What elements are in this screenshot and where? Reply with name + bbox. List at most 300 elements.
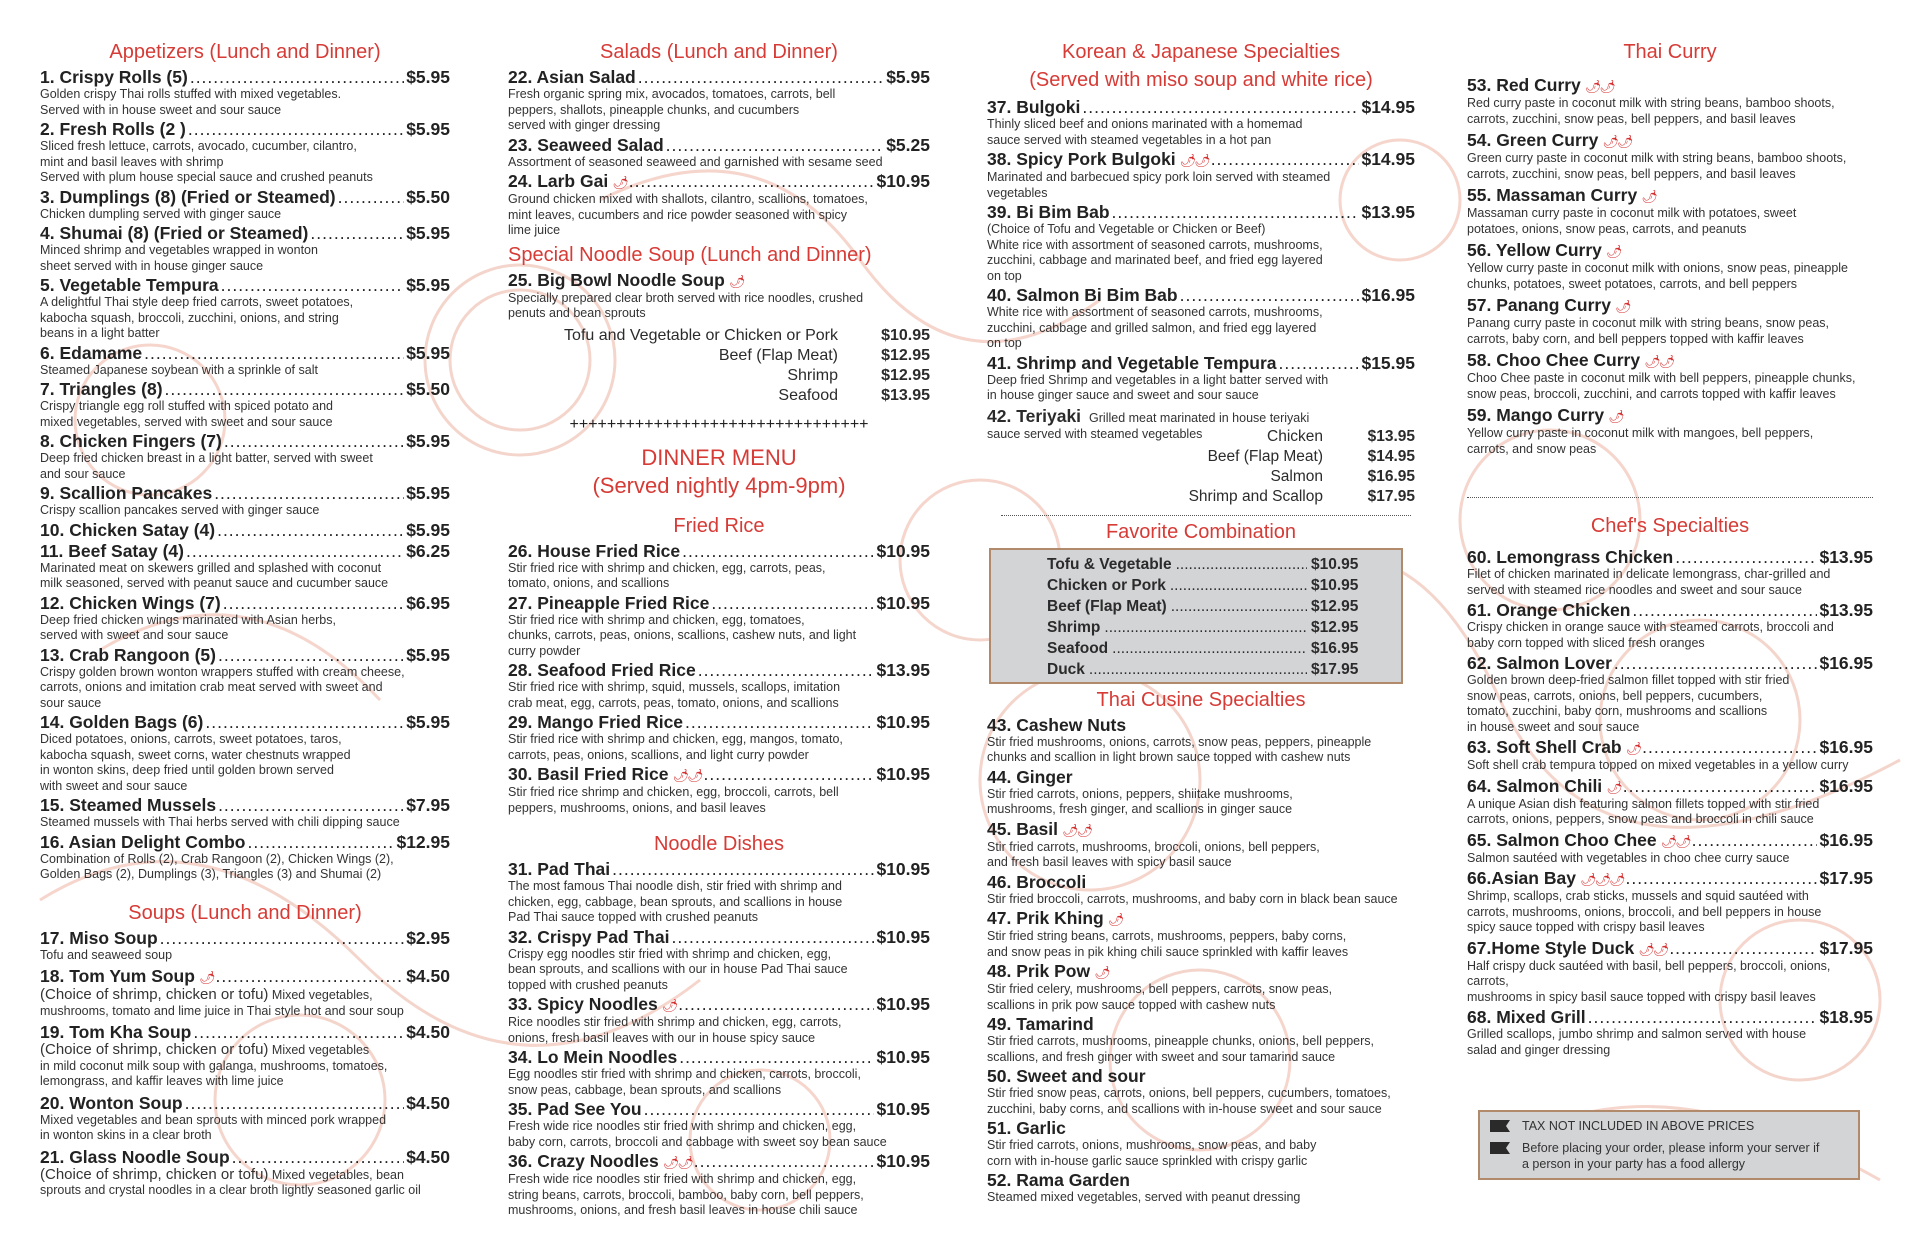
menu-item	[1467, 351, 1873, 402]
item-name: 61. Orange Chicken	[1467, 600, 1631, 620]
description-line: mixed vegetables, served with sweet and sour sauce	[40, 414, 333, 429]
price-option	[508, 346, 930, 366]
thai-curry-title: Thai Curry	[1623, 41, 1717, 63]
item-name: 40. Salmon Bi Bim Bab	[987, 285, 1178, 305]
description-line: Golden Bags (2), Dumplings (3), Triangles (3) and Shumai (2)	[40, 867, 382, 881]
korean-japanese-title: Korean & Japanese Specialties	[1062, 41, 1340, 63]
description-line: carrots, onions and imitation crab meat served with sweet and	[40, 680, 383, 694]
item-description	[987, 222, 1415, 284]
leader-dots	[185, 1094, 405, 1113]
item-header	[40, 276, 450, 295]
item-price: $13.95	[1819, 547, 1873, 567]
description-line: mint leaves, cucumbers and rice powder seasoned with spicy	[508, 207, 848, 222]
leader-dots	[1176, 554, 1307, 575]
leader-dots	[217, 521, 404, 540]
menu-item	[1467, 131, 1873, 182]
item-price: $10.95	[876, 592, 930, 613]
leader-dots	[218, 646, 404, 665]
item-header	[1467, 131, 1873, 151]
item-choice: (Choice of shrimp, chicken or tofu)	[40, 1041, 269, 1058]
item-header	[508, 1100, 930, 1119]
leader-dots	[186, 542, 404, 561]
item-description: Grilled meat marinated in house teriyaki	[1089, 410, 1310, 425]
description-line: served with steamed rice noodles and sweet and sour sauce	[1467, 582, 1802, 597]
item-header	[508, 1152, 930, 1172]
item-name: 19. Tom Kha Soup	[40, 1022, 192, 1042]
description-line: Stir fried string beans, carrots, mushrooms, peppers, baby corns,	[987, 929, 1347, 943]
description-line: Stir fried rice with shrimp and chicken, egg, tomatoes,	[508, 612, 805, 627]
description-line: string beans, carrots, broccoli, bamboo, baby corn, bell peppers,	[508, 1187, 864, 1202]
item-header	[508, 136, 930, 155]
combination-label: Duck	[1047, 660, 1085, 678]
combination-row	[1047, 638, 1391, 659]
item-header	[40, 833, 450, 852]
item-price: $5.95	[406, 275, 450, 295]
item-name: 5. Vegetable Tempura	[40, 275, 219, 295]
description-line: tomato, zucchini, baby corn, mushrooms and scallions	[1467, 704, 1768, 718]
description-line: Choo Chee paste in coconut milk with bell peppers, pineapple chunks,	[1467, 371, 1856, 385]
item-price: $17.95	[1819, 868, 1873, 888]
chili-icon: 🌶🌶	[1660, 833, 1690, 849]
leader-dots	[704, 765, 875, 784]
chefs-specialties-list	[1467, 548, 1873, 1058]
item-header	[40, 594, 450, 613]
description-line: Stir fried snow peas, carrots, onions, bell peppers, cucumbers, tomatoes,	[987, 1086, 1391, 1100]
menu-item	[40, 929, 450, 964]
item-description	[508, 1015, 930, 1046]
combination-row	[1047, 575, 1391, 596]
description-line: Crispy chicken in orange sauce with steamed carrots, broccoli and	[1467, 620, 1834, 634]
leader-dots	[685, 713, 874, 732]
item-name: 66.Asian Bay	[1467, 868, 1576, 888]
item-name: 59. Mango Curry	[1467, 405, 1605, 425]
description-line: snow peas, broccoli, zucchini, and carrots topped with kaffir leaves	[1467, 386, 1836, 401]
leader-dots	[612, 860, 874, 879]
leader-dots	[638, 68, 884, 87]
leader-dots	[671, 928, 874, 947]
item-description	[987, 735, 1415, 766]
item-description	[1467, 797, 1873, 828]
item-choice: (Choice of shrimp, chicken or tofu)	[40, 1165, 269, 1183]
item-name: 6. Edamame	[40, 342, 143, 363]
menu-item	[40, 594, 450, 644]
item-header	[40, 344, 450, 363]
teriyaki-options	[987, 427, 1415, 507]
noodle-soup-title: Special Noodle Soup (Lunch and Dinner)	[508, 243, 872, 266]
description-line: Crispy scallion pancakes served with ginger sauce	[40, 503, 320, 517]
item-header	[40, 1148, 450, 1167]
item-price: $10.95	[876, 1151, 930, 1171]
item-header	[40, 521, 450, 540]
menu-item	[987, 98, 1415, 148]
item-price: $5.95	[406, 519, 450, 540]
item-description	[987, 170, 1415, 201]
divider	[1001, 515, 1411, 516]
leader-dots	[1211, 150, 1360, 169]
menu-item	[987, 286, 1415, 352]
item-price: $17.95	[1819, 937, 1873, 958]
item-name: 28. Seafood Fried Rice	[508, 660, 696, 680]
item-price: $10.95	[876, 859, 930, 879]
item-name: 51. Garlic	[987, 1118, 1066, 1138]
option-price: $12.95	[881, 366, 930, 384]
item-price: $5.95	[406, 223, 450, 243]
description-line: with sweet and sour sauce	[40, 778, 188, 793]
item-name: 7. Triangles (8)	[40, 379, 163, 399]
description-line: baby corn topped with sliced fresh oranges	[1467, 635, 1705, 650]
option-price: $17.95	[1367, 487, 1415, 505]
menu-item	[987, 873, 1415, 908]
menu-item	[508, 765, 930, 816]
menu-item	[987, 354, 1415, 404]
menu-item	[40, 521, 450, 540]
item-price: $16.95	[1819, 737, 1873, 757]
item-header	[508, 68, 930, 87]
leader-dots	[629, 172, 875, 191]
description-line: Crispy golden brown wonton wrappers stuffed with cream cheese,	[40, 664, 405, 679]
combination-price: $10.95	[1311, 576, 1359, 594]
description-line: Half crispy duck sautéed with basil, bell peppers, broccoli, onions, carrots,	[1467, 958, 1831, 988]
item-name: 64. Salmon Chili	[1467, 775, 1603, 796]
leader-dots	[221, 276, 405, 295]
chefs-specialties-title: Chef's Specialties	[1590, 515, 1750, 537]
item-name: 55. Massaman Curry	[1467, 185, 1638, 205]
item-header	[508, 661, 930, 680]
combination-row	[1047, 617, 1391, 638]
item-name: 30. Basil Fried Rice	[508, 764, 669, 784]
menu-item	[40, 380, 450, 430]
item-header	[40, 929, 450, 948]
leader-dots	[1112, 203, 1360, 222]
leader-dots	[1588, 1008, 1818, 1027]
chili-icon: 🌶	[1605, 244, 1621, 259]
combination-label: Chicken or Pork	[1047, 576, 1166, 594]
option-label: Seafood	[778, 386, 838, 404]
description-line: mushrooms, fresh ginger, and scallions in ginger sauce	[987, 802, 1293, 816]
chili-icon: 🌶🌶	[672, 768, 702, 783]
item-price: $13.95	[1361, 202, 1415, 222]
item-header	[40, 68, 450, 87]
price-option	[987, 447, 1415, 467]
item-description	[987, 117, 1415, 148]
item-header	[40, 542, 450, 561]
column-3	[987, 40, 1415, 1208]
menu-item	[40, 1023, 450, 1090]
item-price: $5.25	[886, 134, 930, 155]
leader-dots	[698, 661, 875, 680]
description-line: in mild coconut milk soup with galanga, mushrooms, tomatoes,	[40, 1058, 388, 1073]
description-line: on top	[987, 268, 1022, 283]
item-description: Specially prepared clear broth served with rice noodles, crushed penuts and bean sprouts	[508, 290, 864, 320]
item-name: 15. Steamed Mussels	[40, 795, 217, 815]
item-name: 48. Prik Pow	[987, 961, 1091, 981]
item-description	[40, 243, 450, 274]
item-name: 3. Dumplings (8) (Fried or Steamed)	[40, 186, 336, 207]
description-line: Diced potatoes, onions, carrots, sweet potatoes, taros,	[40, 732, 342, 746]
menu-item	[1467, 831, 1873, 867]
chili-icon: 🌶	[1608, 409, 1623, 424]
option-label: Tofu and Vegetable or Chicken or Pork	[564, 326, 838, 344]
description-line: in house ginger sauce and sweet and sour sauce	[987, 388, 1259, 402]
description-line: in wonton skins in a clear broth	[40, 1128, 212, 1142]
item-name: 42. Teriyaki	[987, 405, 1082, 426]
menu-item	[1467, 186, 1873, 237]
item-header	[1467, 831, 1873, 851]
item-header	[508, 713, 930, 732]
description-line: peppers, shallots, pineapple chunks, and cucumbers	[508, 102, 800, 117]
menu-item	[40, 224, 450, 274]
column-2	[508, 40, 930, 1221]
item-description	[508, 879, 930, 926]
leader-dots	[1623, 777, 1818, 796]
combination-row	[1047, 554, 1391, 575]
item-header	[1467, 351, 1873, 371]
item-name: 11. Beef Satay (4)	[40, 540, 184, 561]
leader-dots	[193, 1023, 404, 1042]
chili-icon: 🌶🌶	[1602, 134, 1632, 149]
item-header	[1467, 601, 1873, 620]
item-description	[508, 1067, 930, 1098]
leader-dots	[338, 188, 405, 207]
salads-title: Salads (Lunch and Dinner)	[600, 41, 838, 63]
item-name: 24. Larb Gai	[508, 171, 609, 191]
menu-item	[987, 909, 1415, 960]
dinner-menu-title: DINNER MENU	[641, 444, 797, 470]
description-line: Deep fried chicken wings marinated with Asian herbs,	[40, 612, 336, 627]
menu-item	[987, 1067, 1415, 1117]
menu-item	[40, 484, 450, 519]
item-header	[987, 909, 1415, 929]
item-description	[987, 840, 1415, 871]
leader-dots	[232, 1148, 405, 1167]
chili-icon: 🌶	[1606, 779, 1621, 795]
item-name: 39. Bi Bim Bab	[987, 202, 1110, 222]
item-price: $14.95	[1361, 97, 1415, 117]
item-description	[40, 1167, 450, 1199]
item-name: 13. Crab Rangoon (5)	[40, 644, 216, 665]
option-label: Chicken	[1267, 427, 1323, 445]
leader-dots	[160, 929, 405, 948]
chili-icon: 🌶🌶	[1644, 354, 1674, 369]
description-line: sour sauce	[40, 695, 102, 710]
description-line: chunks and scallion in light brown sauce topped with cashew nuts	[987, 750, 1351, 764]
menu-item	[987, 1171, 1415, 1206]
combination-price: $16.95	[1311, 639, 1359, 657]
tax-notice: TAX NOT INCLUDED IN ABOVE PRICES	[1490, 1118, 1848, 1134]
item-description	[1467, 1027, 1873, 1058]
price-option	[987, 487, 1415, 507]
description-line: sauce served with steamed vegetables in a hot pan	[987, 132, 1272, 147]
fried-rice-title: Fried Rice	[673, 514, 765, 537]
leader-dots	[205, 713, 404, 732]
leader-dots	[1112, 638, 1307, 659]
menu-item	[1467, 777, 1873, 828]
description-line: chunks, carrots, peas, onions, scallions, cashew nuts, and light	[508, 628, 857, 642]
leader-dots	[310, 224, 404, 243]
menu-item	[508, 928, 930, 994]
item-price: $5.95	[406, 712, 450, 732]
option-price: $13.95	[881, 386, 930, 404]
description-line: Marinated and barbecued spicy pork loin served with steamed	[987, 170, 1331, 184]
option-group	[1267, 427, 1415, 447]
item-description	[40, 399, 450, 430]
description-line: Deep fried chicken breast in a light batter, served with sweet	[40, 451, 373, 465]
item-price: $16.95	[1819, 829, 1873, 850]
menu-item	[987, 1015, 1415, 1065]
item-description	[508, 947, 930, 994]
description-line: kabocha squash, broccoli, zucchini, onions, and string	[40, 310, 339, 325]
option-label: Beef (Flap Meat)	[1207, 447, 1323, 465]
leader-dots	[248, 833, 395, 852]
item-name: 49. Tamarind	[987, 1014, 1094, 1034]
description-line: sheet served with in house ginger sauce	[40, 258, 264, 273]
description-line: carrots, onions, peppers, snow peas and broccoli in chili sauce	[1467, 812, 1814, 826]
description-line: carrots, peas, onions, scallions, and light curry powder	[508, 747, 809, 762]
item-header	[508, 594, 930, 613]
item-header	[987, 354, 1415, 373]
item-header	[508, 172, 930, 192]
description-line: scallions in prik pow sauce topped with cashew nuts	[987, 997, 1276, 1012]
item-description	[987, 892, 1415, 908]
item-header	[1467, 1008, 1873, 1027]
item-header	[987, 768, 1415, 787]
item-description	[1467, 620, 1873, 651]
menu-item	[1467, 654, 1873, 735]
item-header	[1467, 939, 1873, 959]
item-description	[1467, 151, 1873, 182]
item-description	[1467, 567, 1873, 598]
item-name: 67.Home Style Duck	[1467, 937, 1635, 958]
description-line: Mixed vegetables and bean sprouts with minced pork wrapped	[40, 1112, 387, 1127]
menu-item	[40, 796, 450, 831]
menu-item	[987, 406, 1415, 507]
item-header	[508, 995, 930, 1015]
leader-dots	[1180, 286, 1360, 305]
korean-japanese-list	[987, 98, 1415, 404]
item-description	[40, 987, 450, 1019]
menu-item	[40, 967, 450, 1019]
leader-dots	[1171, 596, 1307, 617]
item-choice: (Choice of shrimp, chicken or tofu)	[40, 986, 269, 1003]
item-header	[987, 1119, 1415, 1138]
item-description	[508, 1119, 930, 1150]
description-line: Fresh wide rice noodles stir fried with shrimp and chicken, egg,	[508, 1119, 857, 1133]
chili-icon: 🌶	[1641, 189, 1656, 204]
menu-item	[1467, 406, 1873, 457]
description-line: Marinated meat on skewers grilled and splashed with coconut	[40, 560, 382, 575]
item-name: 1. Crispy Rolls (5)	[40, 67, 188, 87]
menu-item	[508, 594, 930, 660]
description-line: Stir fried carrots, onions, mushrooms, snow peas, and baby	[987, 1138, 1317, 1152]
item-name: 62. Salmon Lover	[1467, 653, 1612, 673]
menu-item	[40, 276, 450, 342]
description-line: in wonton skins, deep fried until golden brown served	[40, 763, 334, 777]
item-name: 2. Fresh Rolls (2 )	[40, 119, 186, 139]
item-price: $5.95	[406, 483, 450, 503]
price-option	[987, 467, 1415, 487]
salads-list	[508, 68, 930, 239]
description-line: Crispy triangle egg roll stuffed with spiced potato and	[40, 399, 333, 413]
description-line: zucchini, cabbage and grilled salmon, and fried egg layered	[987, 320, 1317, 335]
item-description	[40, 948, 450, 964]
chili-icon: 🌶	[1107, 912, 1123, 927]
item-price: $5.50	[406, 379, 450, 399]
item-name: 18. Tom Yum Soup	[40, 966, 195, 986]
combination-price: $12.95	[1311, 597, 1359, 615]
menu-item	[987, 1119, 1415, 1169]
combination-price: $17.95	[1311, 660, 1359, 678]
menu-item	[40, 188, 450, 223]
option-label: Beef (Flap Meat)	[718, 346, 838, 364]
soups-title: Soups (Lunch and Dinner)	[128, 901, 362, 924]
item-name: 46. Broccoli	[987, 871, 1087, 892]
description-line: and snow peas in pik khing chili sauce sprinkled with kaffir leaves	[987, 944, 1349, 959]
chili-icon: 🌶🌶	[1638, 941, 1668, 957]
item-name: 26. House Fried Rice	[508, 540, 681, 561]
menu-item	[508, 1048, 930, 1098]
item-description	[1467, 673, 1873, 735]
thai-cusine-list	[987, 716, 1415, 1206]
item-price: $4.50	[406, 966, 450, 986]
leader-dots	[678, 995, 874, 1014]
favorite-combination-title: Favorite Combination	[1105, 520, 1297, 543]
item-header	[508, 928, 930, 947]
option-price: $16.95	[1367, 467, 1415, 485]
noodle-dishes-title: Noodle Dishes	[653, 833, 785, 855]
description-line: Green curry paste in coconut milk with string beans, bamboo shoots,	[1467, 151, 1847, 165]
description-line: beans in a light batter	[40, 326, 160, 340]
description-line: topped with crushed peanuts	[508, 977, 668, 992]
description-line: carrots, and snow peas	[1467, 441, 1597, 456]
item-description	[1467, 261, 1873, 292]
description-line: Stir fried mushrooms, onions, carrots, snow peas, peppers, pineapple	[987, 734, 1372, 749]
item-price: $18.95	[1819, 1007, 1873, 1027]
item-name: 50. Sweet and sour	[987, 1066, 1146, 1086]
menu-item	[987, 716, 1415, 766]
description-line: curry powder	[508, 643, 581, 658]
item-header	[987, 873, 1415, 892]
description-line: Chicken dumpling served with ginger sauce	[40, 206, 282, 221]
korean-japanese-subtitle: (Served with miso soup and white rice)	[1029, 69, 1373, 91]
menu-item	[987, 150, 1415, 201]
menu-item	[508, 136, 930, 171]
combination-price: $10.95	[1311, 555, 1359, 573]
item-name: 29. Mango Fried Rice	[508, 712, 684, 732]
description-line: Massaman curry paste in coconut milk with potatoes, sweet	[1467, 206, 1797, 220]
item-name: 32. Crispy Pad Thai	[508, 926, 670, 947]
leader-dots	[188, 120, 404, 139]
description-line: Mixed vegetables	[271, 1043, 370, 1057]
menu-item	[508, 995, 930, 1046]
description-line: Grilled scallops, jumbo shrimp and salmon served with house	[1467, 1027, 1807, 1041]
item-price: $10.95	[876, 171, 930, 191]
leader-dots	[666, 136, 885, 155]
item-price: $13.95	[1819, 600, 1873, 620]
description-line: corn with in-house garlic sauce sprinkled with crispy garlic	[987, 1153, 1308, 1168]
item-name: 8. Chicken Fingers (7)	[40, 431, 222, 451]
description-line: served with sweet and sour sauce	[40, 628, 229, 642]
description-line: Stir fried carrots, mushrooms, broccoli, onions, bell peppers,	[987, 839, 1320, 854]
menu-item	[508, 860, 930, 926]
description-line: carrots, zucchini, snow peas, bell peppers, and basil leaves	[1467, 166, 1796, 181]
allergy-notice: Before placing your order, please inform your server if a person in your party has a food allergy	[1490, 1140, 1848, 1172]
flag-icon	[1490, 1142, 1510, 1154]
item-name: 34. Lo Mein Noodles	[508, 1047, 678, 1067]
item-name: 65. Salmon Choo Chee	[1467, 829, 1657, 850]
item-name: 45. Basil	[987, 818, 1059, 839]
description-line: Combination of Rolls (2), Crab Rangoon (2), Chicken Wings (2),	[40, 851, 394, 866]
item-price: $5.95	[406, 67, 450, 87]
